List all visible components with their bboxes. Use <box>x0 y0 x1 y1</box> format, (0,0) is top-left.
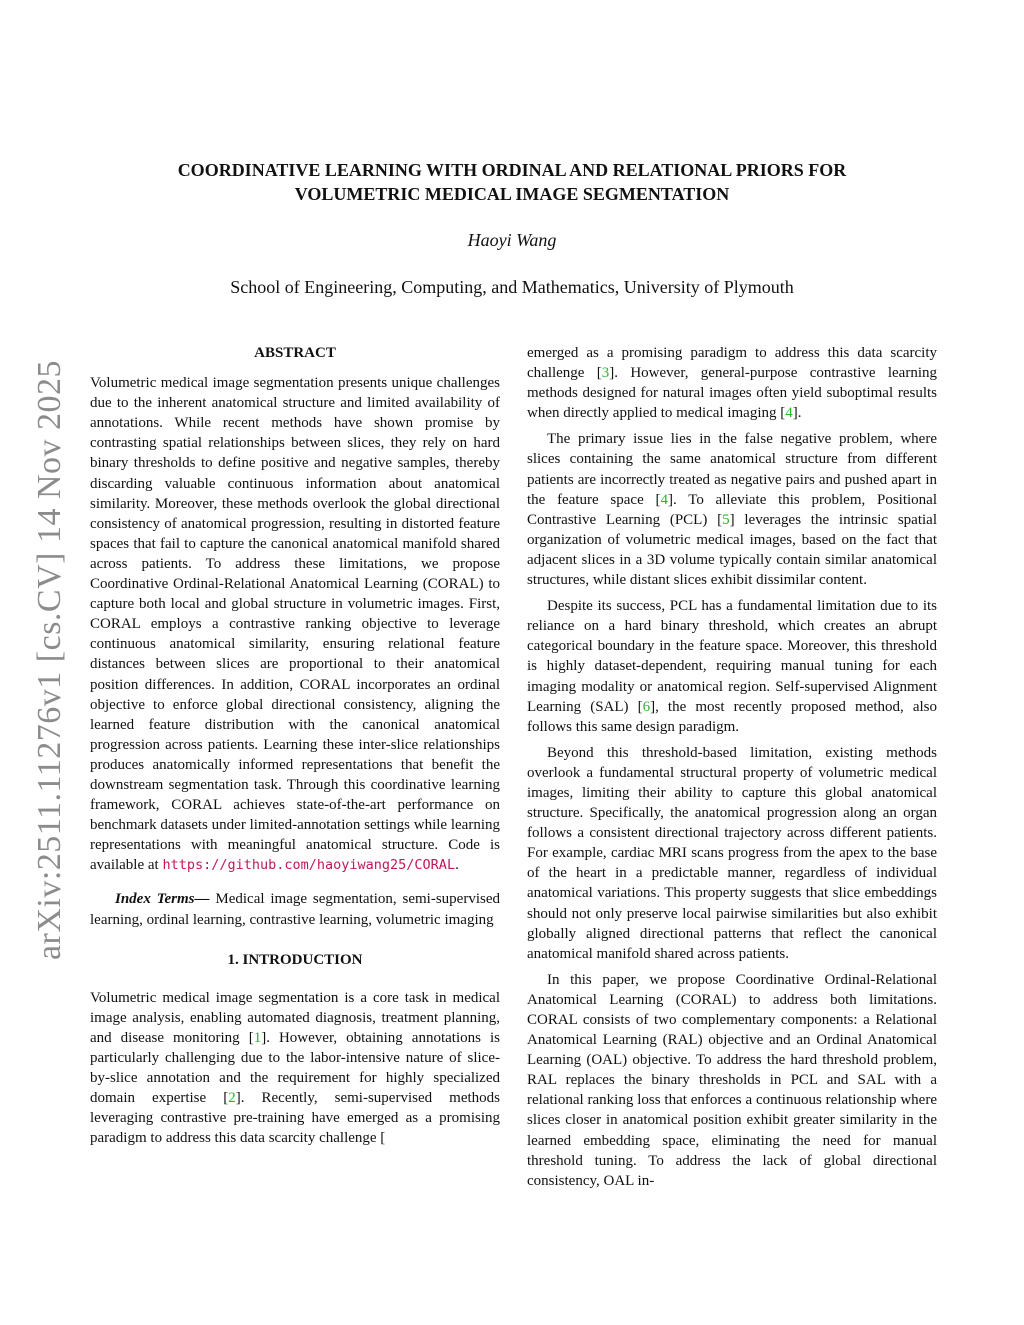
abstract-body: Volumetric medical image segmentation presents unique challenges due to the inherent anatomical structure and limited availability of annotations. While recent methods have shown promise by contrasting spatial relationships between slices, they rely on hard binary thresholds to define positive and negative samples, thereby discarding valuable continuous information about anatomical similarity. Moreover, these methods overlook the global directional consistency of anatomical progression, resulting in distorted feature spaces that fail to capture the canonical anatomical manifold shared across patients. To address these limitations, we propose Coordinative Ordinal-Relational Anatomical Learning (CORAL) to capture both local and global structure in volumetric images. First, CORAL employs a contrastive ranking objective to leverage continuous anatomical similarity, ensuring relational feature distances between slices are proportional to their anatomical position differences. In addition, CORAL incorporates an ordinal objective to enforce global directional consistency, aligning the learned feature distribution with the canonical anatomical progression across patients. Learning these inter-slice relationships produces anatomically informed representations that benefit the downstream segmentation task. Through this coordinative learning framework, CORAL achieves state-of-the-art performance on benchmark datasets under limited-annotation settings while learning representations with meaningful anatomical structure. Code is available at <box>90 375 500 874</box>
intro-paragraph-1 <box>90 988 500 1149</box>
arxiv-identifier: arXiv:2511.11276v1 [cs.CV] 14 Nov 2025 <box>31 359 68 961</box>
intro-paragraph-5: In this paper, we propose Coordinative Ordinal-Relational Anatomical Learning (CORAL) to address both limitations. CORAL consists of two complementary components: a Relational Anatomical Learning (RAL) objective and an Ordinal Anatomical Learning (OAL) objective. To address the hard threshold problem, RAL replaces the binary thresholds in PCL and SAL with a relational ranking loss that enforces a continuous relationship where slices closer in anatomical position exhibit greater similarity in the learned embedding space, eliminating the need for manual threshold tuning. To address the lack of global directional consistency, OAL in- <box>527 971 937 1189</box>
index-terms-label: Index Terms— <box>115 891 210 908</box>
intro-paragraph-1-continued <box>527 343 937 423</box>
intro-paragraph-3 <box>527 596 937 737</box>
intro-paragraph-4: Beyond this threshold-based limitation, existing methods overlook a fundamental structural property of volumetric medical images, limiting their ability to capture this global anatomical structure. Specifically, the anatomical progression along an organ follows a consistent directional trajectory across different patients. For example, cardiac MRI scans progress from the apex to the base of the heart in a predictable manner, regardless of individual anatomical variations. This property suggests that slice embeddings should not only preserve local pairwise similarities but also exhibit globally aligned directional patterns that reflect the canonical anatomical manifold shared across patients. <box>527 744 937 962</box>
abstract-text <box>90 373 500 875</box>
citation-1[interactable]: 1 <box>253 1029 262 1046</box>
intro-p3-text-a: Despite its success, PCL has a fundamental limitation due to its reliance on a hard binary threshold, which creates an abrupt categorical boundary in the feature space. Moreover, this threshold is highly dataset-dependent, requiring manual tuning for each imaging modality or anatomical region. Self-supervised Alignment Learning (SAL) [ <box>527 598 937 715</box>
title-line-1: COORDINATIVE LEARNING WITH ORDINAL AND RELATIONAL PRIORS FOR <box>177 160 847 180</box>
citation-4b[interactable]: 4 <box>660 491 668 508</box>
title-line-2: VOLUMETRIC MEDICAL IMAGE SEGMENTATION <box>294 184 730 204</box>
citation-5[interactable]: 5 <box>722 511 730 528</box>
citation-3[interactable]: 3 <box>601 365 610 382</box>
intro-p1-text-a: Volumetric medical image segmentation is a core task in medical image analysis, enabling automated diagnosis, treatment planning, and disease monitoring [ <box>90 989 500 1046</box>
intro-p2-text-a: The primary issue lies in the false negative problem, where slices containing the same anatomical structure from different patients are incorrectly treated as negative pairs and pushed apart in the feature space [ <box>527 431 937 508</box>
index-terms <box>90 889 500 929</box>
index-terms-text: Medical image segmentation, semi-supervised learning, ordinal learning, contrastive learning, volumetric imaging <box>90 891 500 928</box>
abstract-end: . <box>455 857 459 874</box>
intro-p2-text-b: ]. To alleviate this problem, Positional Contrastive Learning (PCL) [ <box>527 491 937 528</box>
paper-title <box>100 158 924 206</box>
left-column <box>90 343 500 1148</box>
intro-p1-cont-lead: emerged as a promising paradigm to address this data scarcity challenge [ <box>527 345 937 382</box>
code-link[interactable]: https://github.com/haoyiwang25/CORAL <box>162 857 456 874</box>
citation-4[interactable]: 4 <box>785 405 793 422</box>
intro-p2-text-c: ] leverages the intrinsic spatial organization of volumetric medical images, based on the fact that adjacent slices in a 3D volume typically contain similar anatomical structures, while distant slices exhibit dissimilar content. <box>527 511 937 589</box>
introduction-heading: 1. INTRODUCTION <box>227 951 363 968</box>
intro-p1-text-d: ]. However, general-purpose contrastive learning methods designed for natural images often yield suboptimal results when directly applied to medical imaging [ <box>527 365 937 422</box>
abstract-heading: ABSTRACT <box>254 345 336 361</box>
intro-paragraph-2 <box>527 429 937 590</box>
author-name: Haoyi Wang <box>467 230 557 250</box>
right-column <box>527 343 937 1191</box>
intro-p1-text-c: ]. Recently, semi-supervised methods leveraging contrastive pre-training have emerged as a promising paradigm to address this data scarcity challenge [ <box>90 1090 500 1147</box>
citation-6[interactable]: 6 <box>642 698 651 715</box>
citation-2[interactable]: 2 <box>228 1090 236 1107</box>
intro-p3-text-b: ], the most recently proposed method, also follows this same design paradigm. <box>527 698 937 735</box>
intro-p1-text-b: ]. However, obtaining annotations is particularly challenging due to the labor-intensive nature of slice-by-slice annotation and the requirement for highly specialized domain expertise [ <box>90 1029 500 1107</box>
intro-p1-text-e: ]. <box>792 405 802 422</box>
affiliation: School of Engineering, Computing, and Mathematics, University of Plymouth <box>230 277 794 297</box>
